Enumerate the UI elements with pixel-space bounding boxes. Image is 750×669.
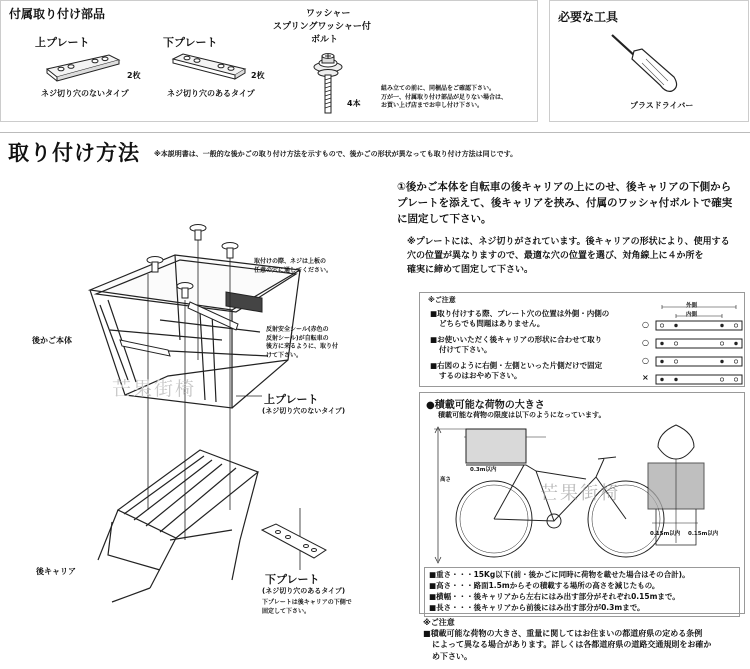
screw-note: 取付けの際、ネジは上板の 任意の穴に通してください。 [254, 258, 333, 274]
lower-plate-name: 下プレート [163, 36, 218, 49]
bolt-qty: 4本 [347, 99, 361, 108]
parts-notice-line: 組み立ての前に、同梱品をご確認下さい。 [381, 85, 496, 92]
step1-text: ①後かご本体を自転車の後キャリアの上にのせ、後キャリアの下側から プレートを添えて、後キャリアを挟み、付属のワッシャ付ボルトで確実 に固定して下さい。 [397, 181, 733, 225]
tool-item-label: プラスドライバー [630, 101, 694, 110]
parts-title: 付属取り付け部品 [9, 7, 106, 21]
upper-plate-qty: 2枚 [127, 71, 141, 80]
upper-plate-label: 上プレート [264, 393, 319, 406]
load-box [466, 429, 526, 463]
bolt-name-line1: ワッシャー [306, 9, 351, 19]
lower-plate-label: 下プレート [265, 573, 320, 586]
caution-item: ■ お使いいただく後キャリアの形状に合わせて取り 付けて下さい。 [430, 335, 650, 355]
installation-diagram [0, 210, 410, 650]
limit-item: ■高さ・・・路面1.5mからその積載する場所の高さを減じたもの。 [429, 580, 660, 590]
method-header [0, 132, 750, 165]
lower-plate-note: 下プレートは後キャリアの下側で 固定して下さい。 [262, 599, 352, 615]
capacity-box [419, 392, 745, 614]
capacity-subtitle: 積載可能な荷物の限度は以下のようになっています。 [438, 411, 606, 419]
parts-notice-line: お買い上げ店までお申し付け下さい。 [381, 102, 484, 110]
dim-height: 高さ [440, 477, 452, 483]
tools-title: 必要な工具 [558, 10, 619, 24]
parts-notice [381, 85, 536, 111]
caution-box-2: ※ご注意 ■積載可能な荷物の大きさ、重量に関してはお住まいの都道府県の定める条例 によって異なる場合があります。詳しくは各都道府県の道路交通規則をお確か め下さい。 [423, 617, 749, 662]
bolt-illustration [311, 53, 345, 117]
mark-ok-2: ○ [642, 338, 649, 347]
limit-item: ■横幅・・・後キャリアから左右にはみ出す部分がそれぞれ0.15mまで。 [429, 591, 680, 601]
capacity-title: ●積載可能な荷物の大きさ [426, 400, 545, 411]
lower-plate-drawing [262, 524, 326, 558]
caution-item: ■ 右図のように右側・左側といった片側だけで固定 するのはおやめ下さい。 [430, 361, 650, 381]
bolt-name-line2: スプリングワッシャー付 [273, 22, 371, 32]
bolt-name-line3: ボルト [311, 35, 339, 45]
upper-plate-type: ネジ切り穴のないタイプ [41, 89, 129, 98]
method-title: 取り付け方法 [8, 141, 140, 165]
dim-side-right: 0.15m以内 [688, 531, 719, 537]
carrier-drawing [98, 450, 258, 602]
upper-plate-sub: (ネジ切り穴のないタイプ) [262, 407, 346, 415]
limit-item: ■長さ・・・後キャリアから前後にはみ出す部分が0.3mまで。 [429, 602, 645, 612]
lower-plate-illustration [169, 49, 251, 83]
dim-top-limit: 0.3m以内 [470, 467, 497, 473]
basket-label: 後かご本体 [32, 336, 72, 345]
hole-inner-label: 内側 [686, 312, 698, 318]
lower-plate-type: ネジ切り穴のあるタイプ [167, 89, 255, 98]
mark-ok-3: ○ [642, 356, 649, 365]
caution-item: ■ 取り付けする際、プレート穴の位置は外側・内側の どちらでも問題はありません。 [430, 309, 650, 329]
caution-box-1 [419, 292, 745, 387]
plate-hole-diagram [648, 305, 744, 387]
caution2-title: ※ご注意 [423, 618, 455, 627]
reflector-note: 反射安全シール(赤色の 反射シール)が自転車の 後方に来るように、取り付 けて下さい。 [266, 326, 339, 360]
caution-title: ※ご注意 [428, 296, 456, 304]
dim-side-left: 0.15m以内 [650, 531, 681, 537]
parts-notice-line: 万が一、付属取り付け部品が足りない場合は、 [381, 93, 508, 101]
upper-plate-illustration [41, 51, 123, 85]
upper-plate-name: 上プレート [35, 36, 90, 49]
method-disclaimer: ※本説明書は、一般的な後かごの取り付け方法を示すもので、後かごの形状が異なっても取り付け方法は同じです。 [154, 150, 518, 158]
watermark-left: 芒果街椅 [112, 378, 197, 400]
parts-box [0, 0, 538, 122]
lower-plate-sub: (ネジ切り穴のあるタイプ) [262, 587, 346, 595]
limit-item: ■重さ・・・15Kg以下(前・後かごに同時に荷物を載せた場合はその合計)。 [429, 570, 690, 579]
step1-note: ※プレートには、ネジ切りがされています。後キャリアの形状により、使用する 穴の位置が異なりますので、最適な穴の位置を選び、対角線上に４か所を 確実に締めて固定して下さい。 [407, 237, 730, 275]
carrier-label: 後キャリア [36, 567, 76, 576]
hole-outer-label: 外側 [686, 303, 698, 309]
tools-box [549, 0, 749, 122]
screwdriver-icon [608, 31, 688, 97]
watermark-right: 芒果街椅 [540, 483, 620, 504]
mark-ng: × [642, 373, 649, 382]
lower-plate-qty: 2枚 [251, 71, 265, 80]
mark-ok-1: ○ [642, 320, 649, 329]
limits-list [424, 567, 740, 617]
